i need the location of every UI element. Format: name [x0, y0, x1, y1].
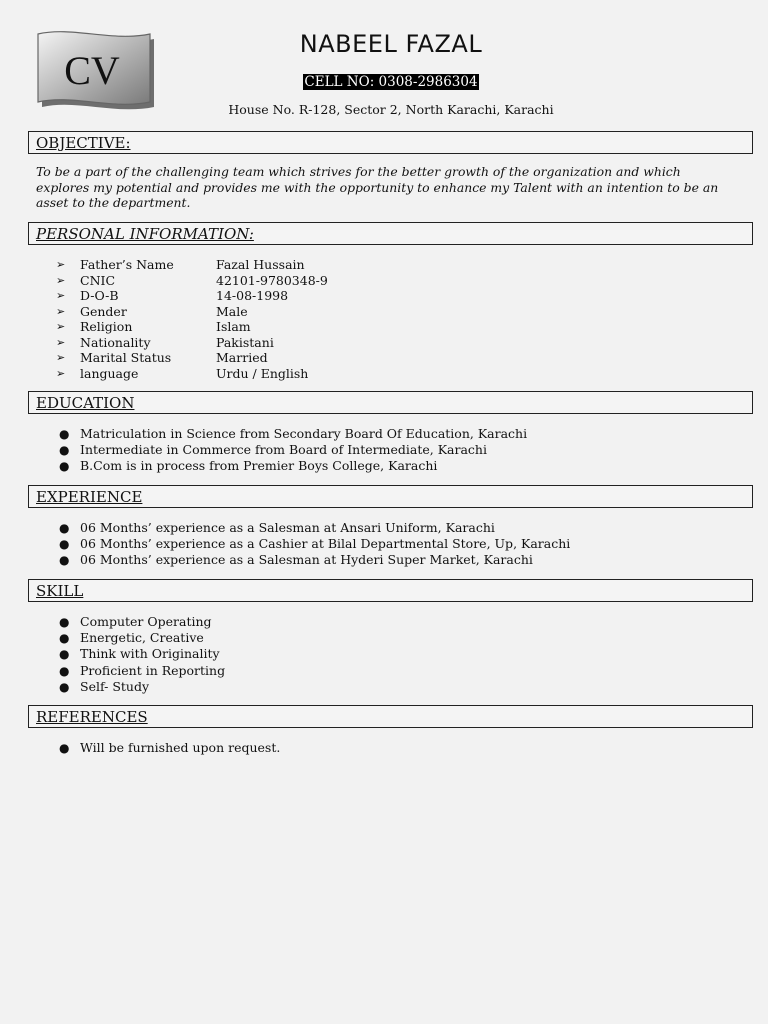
bullet-dot-icon: ● [59, 553, 70, 568]
info-key: Religion [80, 319, 133, 334]
arrow-bullet-icon: ➢ [56, 273, 66, 287]
bullet-dot-icon: ● [59, 459, 70, 474]
bullet-dot-icon: ● [59, 537, 70, 552]
info-key: Nationality [80, 334, 151, 350]
bullet-dot-icon: ● [59, 663, 70, 678]
info-value: Pakistani [216, 334, 274, 350]
references-heading: REFERENCES [36, 708, 148, 726]
bullet-dot-icon: ● [59, 615, 70, 629]
bullet-dot-icon: ● [59, 427, 70, 441]
info-key: language [80, 365, 139, 381]
info-key: Gender [80, 303, 127, 319]
objective-text: To be a part of the challenging team which strives for the better growth of the organization and which explores my potential and provides me with the opportunity to enhance my Talent with an intention to be an asset to the department. [36, 164, 719, 210]
info-key: Father’s Name [80, 257, 174, 272]
skill-heading: SKILL [36, 582, 84, 600]
info-value: 14-08-1998 [216, 288, 289, 303]
personal-heading-box [28, 222, 753, 245]
objective-heading: OBJECTIVE: [36, 134, 131, 152]
personal-heading: PERSONAL INFORMATION: [36, 225, 254, 243]
info-value: Married [216, 350, 268, 365]
objective-heading-box [28, 131, 753, 154]
arrow-bullet-icon: ➢ [56, 335, 66, 349]
arrow-bullet-icon: ➢ [56, 320, 66, 333]
cell-line [0, 72, 768, 91]
skill-heading-box [28, 579, 753, 602]
arrow-bullet-icon: ➢ [56, 351, 66, 364]
bullet-dot-icon: ● [59, 647, 70, 662]
info-key: D-O-B [80, 288, 119, 303]
info-value: Islam [216, 319, 251, 334]
experience-heading-box [28, 485, 753, 508]
references-heading-box [28, 705, 753, 728]
education-heading: EDUCATION [36, 394, 135, 412]
info-value: Male [216, 303, 248, 319]
experience-heading: EXPERIENCE [36, 488, 143, 506]
candidate-name: NABEEL FAZAL [299, 30, 483, 58]
info-key: CNIC [80, 272, 116, 288]
arrow-bullet-icon: ➢ [56, 258, 66, 271]
logo-text: CV [64, 48, 120, 93]
arrow-bullet-icon: ➢ [56, 366, 66, 380]
info-value: Fazal Hussain [216, 257, 305, 272]
bullet-dot-icon: ● [59, 741, 70, 755]
arrow-bullet-icon: ➢ [56, 304, 66, 318]
bullet-dot-icon: ● [59, 631, 70, 646]
bullet-dot-icon: ● [59, 521, 70, 535]
bullet-dot-icon: ● [59, 443, 70, 458]
address: House No. R-128, Sector 2, North Karachi, Karachi [228, 102, 554, 117]
cell-number: CELL NO: 0308-2986304 [304, 74, 478, 90]
arrow-bullet-icon: ➢ [56, 289, 66, 302]
info-value: Urdu / English [216, 365, 309, 381]
bullet-dot-icon: ● [59, 679, 70, 694]
info-key: Marital Status [80, 350, 172, 365]
info-value: 42101-9780348-9 [216, 272, 328, 288]
education-heading-box [28, 391, 753, 414]
